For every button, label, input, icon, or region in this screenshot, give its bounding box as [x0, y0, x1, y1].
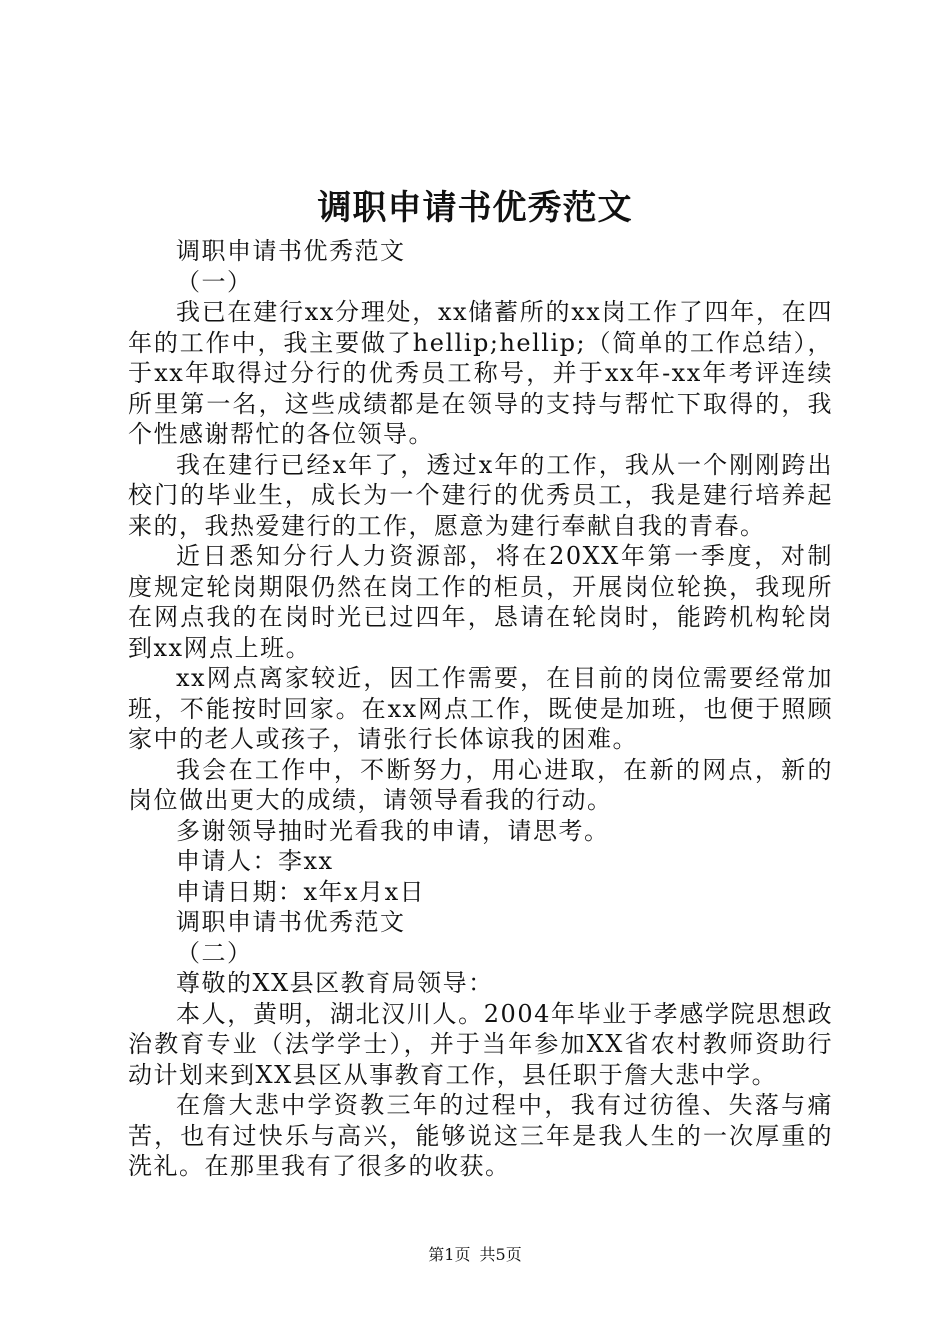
paragraph: （二）: [176, 938, 253, 967]
signature-line: 申请人：李xx: [176, 847, 334, 875]
paragraph: 在詹大悲中学资教三年的过程中，我有过彷徨、失落与痛苦，也有过快乐与高兴，能够说这三年是我人生的一次厚重的洗礼。在那里我有了很多的收获。: [128, 1091, 833, 1180]
paragraph: xx网点离家较近，因工作需要，在目前的岗位需要经常加班，不能按时回家。在xx网点工作，既使是加班，也便于照顾家中的老人或孩子，请张行长体谅我的困难。: [128, 664, 833, 753]
paragraph: 近日悉知分行人力资源部，将在20XX年第一季度，对制度规定轮岗期限仍然在岗工作的柜员，开展岗位轮换，我现所在网点我的在岗时光已过四年，恳请在轮岗时，能跨机构轮岗到xx网点上班。: [128, 542, 833, 662]
date-line: 申请日期：x年x月x日: [176, 877, 426, 906]
page-footer: [0, 1245, 950, 1265]
paragraph: 调职申请书优秀范文: [176, 237, 406, 265]
paragraph: 调职申请书优秀范文: [176, 908, 406, 936]
document-body: [128, 236, 833, 1182]
paragraph: 本人，黄明，湖北汉川人。2004年毕业于孝感学院思想政治教育专业（法学学士），并于当年参加XX省农村教师资助行动计划来到XX县区从事教育工作，县任职于詹大悲中学。: [128, 999, 833, 1089]
total-pages: 共5页: [479, 1245, 522, 1264]
paragraph: 我已在建行xx分理处，xx储蓄所的xx岗工作了四年，在四年的工作中，我主要做了hellip;hellip;（简单的工作总结），于xx年取得过分行的优秀员工称号，并于xx年-xx年考评连续所里第一名，这些成绩都是在领导的支持与帮忙下取得的，我个性感谢帮忙的各位领导。: [128, 298, 833, 448]
paragraph: 多谢领导抽时光看我的申请，请思考。: [176, 816, 610, 845]
document-title: 调职申请书优秀范文: [317, 188, 633, 228]
paragraph: 我在建行已经x年了，透过x年的工作，我从一个刚刚跨出校门的毕业生，成长为一个建行的优秀员工，我是建行培养起来的，我热爱建行的工作，愿意为建行奉献自我的青春。: [128, 450, 833, 540]
page-number: 第1页: [428, 1245, 471, 1264]
paragraph: 我会在工作中，不断努力，用心进取，在新的网点，新的岗位做出更大的成绩，请领导看我的行动。: [128, 755, 833, 814]
salutation: 尊敬的XX县区教育局领导：: [176, 969, 494, 997]
paragraph: （一）: [176, 267, 253, 296]
